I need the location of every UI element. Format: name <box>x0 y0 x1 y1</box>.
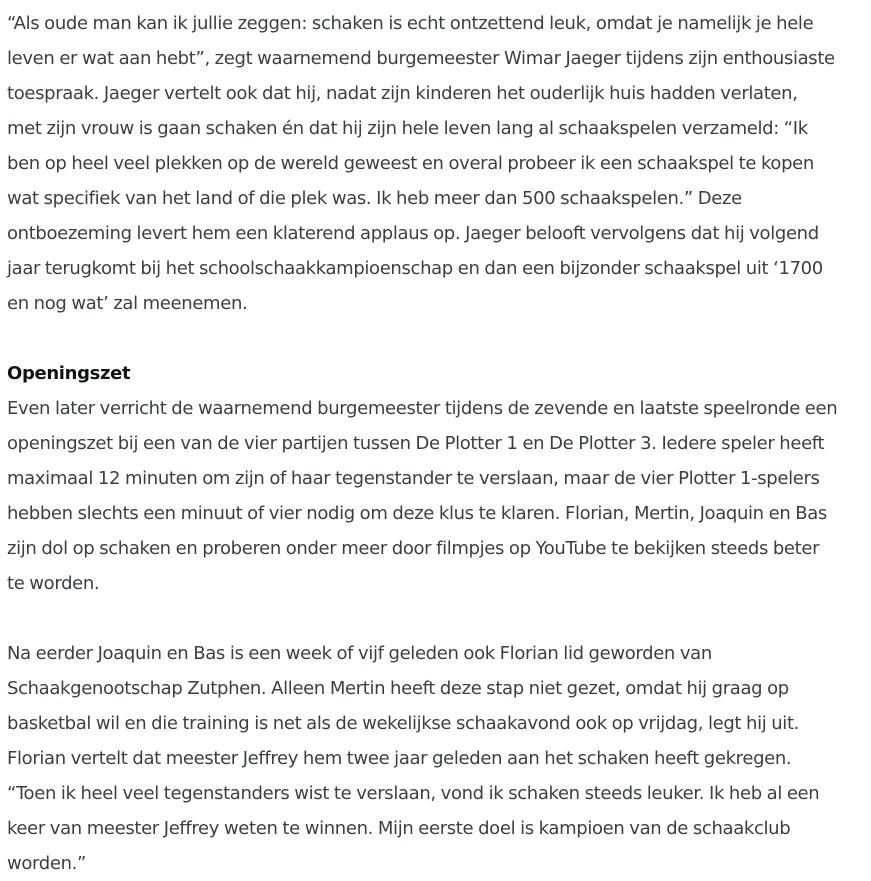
text-line: “Toen ik heel veel tegenstanders wist te verslaan, vond ik schaken steeds leuker. Ik heb al een <box>7 783 820 804</box>
text-line: ontboezeming levert hem een klaterend applaus op. Jaeger belooft vervolgens dat hij volgend <box>7 223 819 244</box>
text-line: zijn dol op schaken en proberen onder meer door filmpjes op YouTube te bekijken steeds beter <box>7 538 820 559</box>
text-line: openingszet bij een van de vier partijen tussen De Plotter 1 en De Plotter 3. Iedere speler heeft <box>7 433 825 454</box>
text-line: Even later verricht de waarnemend burgemeester tijdens de zevende en laatste speelronde een <box>7 398 838 419</box>
text-line: basketbal wil en die training is net als de wekelijkse schaakavond ook op vrijdag, legt hij uit. <box>7 713 800 734</box>
text-line: keer van meester Jeffrey weten te winnen. Mijn eerste doel is kampioen van de schaakclub <box>7 818 791 839</box>
text-line: jaar terugkomt bij het schoolschaakkampioenschap en dan een bijzonder schaakspel uit ‘1700 <box>7 258 823 279</box>
text-line: toespraak. Jaeger vertelt ook dat hij, nadat zijn kinderen het ouderlijk huis hadden verlaten, <box>7 83 798 104</box>
text-line: Florian vertelt dat meester Jeffrey hem twee jaar geleden aan het schaken heeft gekregen. <box>7 748 792 769</box>
paragraph-club <box>7 636 857 881</box>
text-line: leven er wat aan hebt”, zegt waarnemend burgemeester Wimar Jaeger tijdens zijn enthousiaste <box>7 48 835 69</box>
paragraph-openingszet <box>7 356 857 601</box>
text-line: Na eerder Joaquin en Bas is een week of vijf geleden ook Florian lid geworden van <box>7 643 712 664</box>
text-line: en nog wat’ zal meenemen. <box>7 293 248 314</box>
text-line: wat specifiek van het land of die plek was. Ik heb meer dan 500 schaakspelen.” Deze <box>7 188 742 209</box>
text-line: met zijn vrouw is gaan schaken én dat hij zijn hele leven lang al schaakspelen verzameld: “Ik <box>7 118 808 139</box>
article-body <box>7 6 857 881</box>
text-line: hebben slechts een minuut of vier nodig om deze klus te klaren. Florian, Mertin, Joaquin en Bas <box>7 503 827 524</box>
text-line: ben op heel veel plekken op de wereld geweest en overal probeer ik een schaakspel te kopen <box>7 153 814 174</box>
text-line: worden.” <box>7 853 86 874</box>
text-line: Schaakgenootschap Zutphen. Alleen Mertin heeft deze stap niet gezet, omdat hij graag op <box>7 678 789 699</box>
text-line: “Als oude man kan ik jullie zeggen: schaken is echt ontzettend leuk, omdat je namelijk je hele <box>7 13 814 34</box>
paragraph-intro <box>7 6 857 321</box>
text-line: maximaal 12 minuten om zijn of haar tegenstander te verslaan, maar de vier Plotter 1-spelers <box>7 468 820 489</box>
text-line: te worden. <box>7 573 100 594</box>
section-heading: Openingszet <box>7 363 131 384</box>
